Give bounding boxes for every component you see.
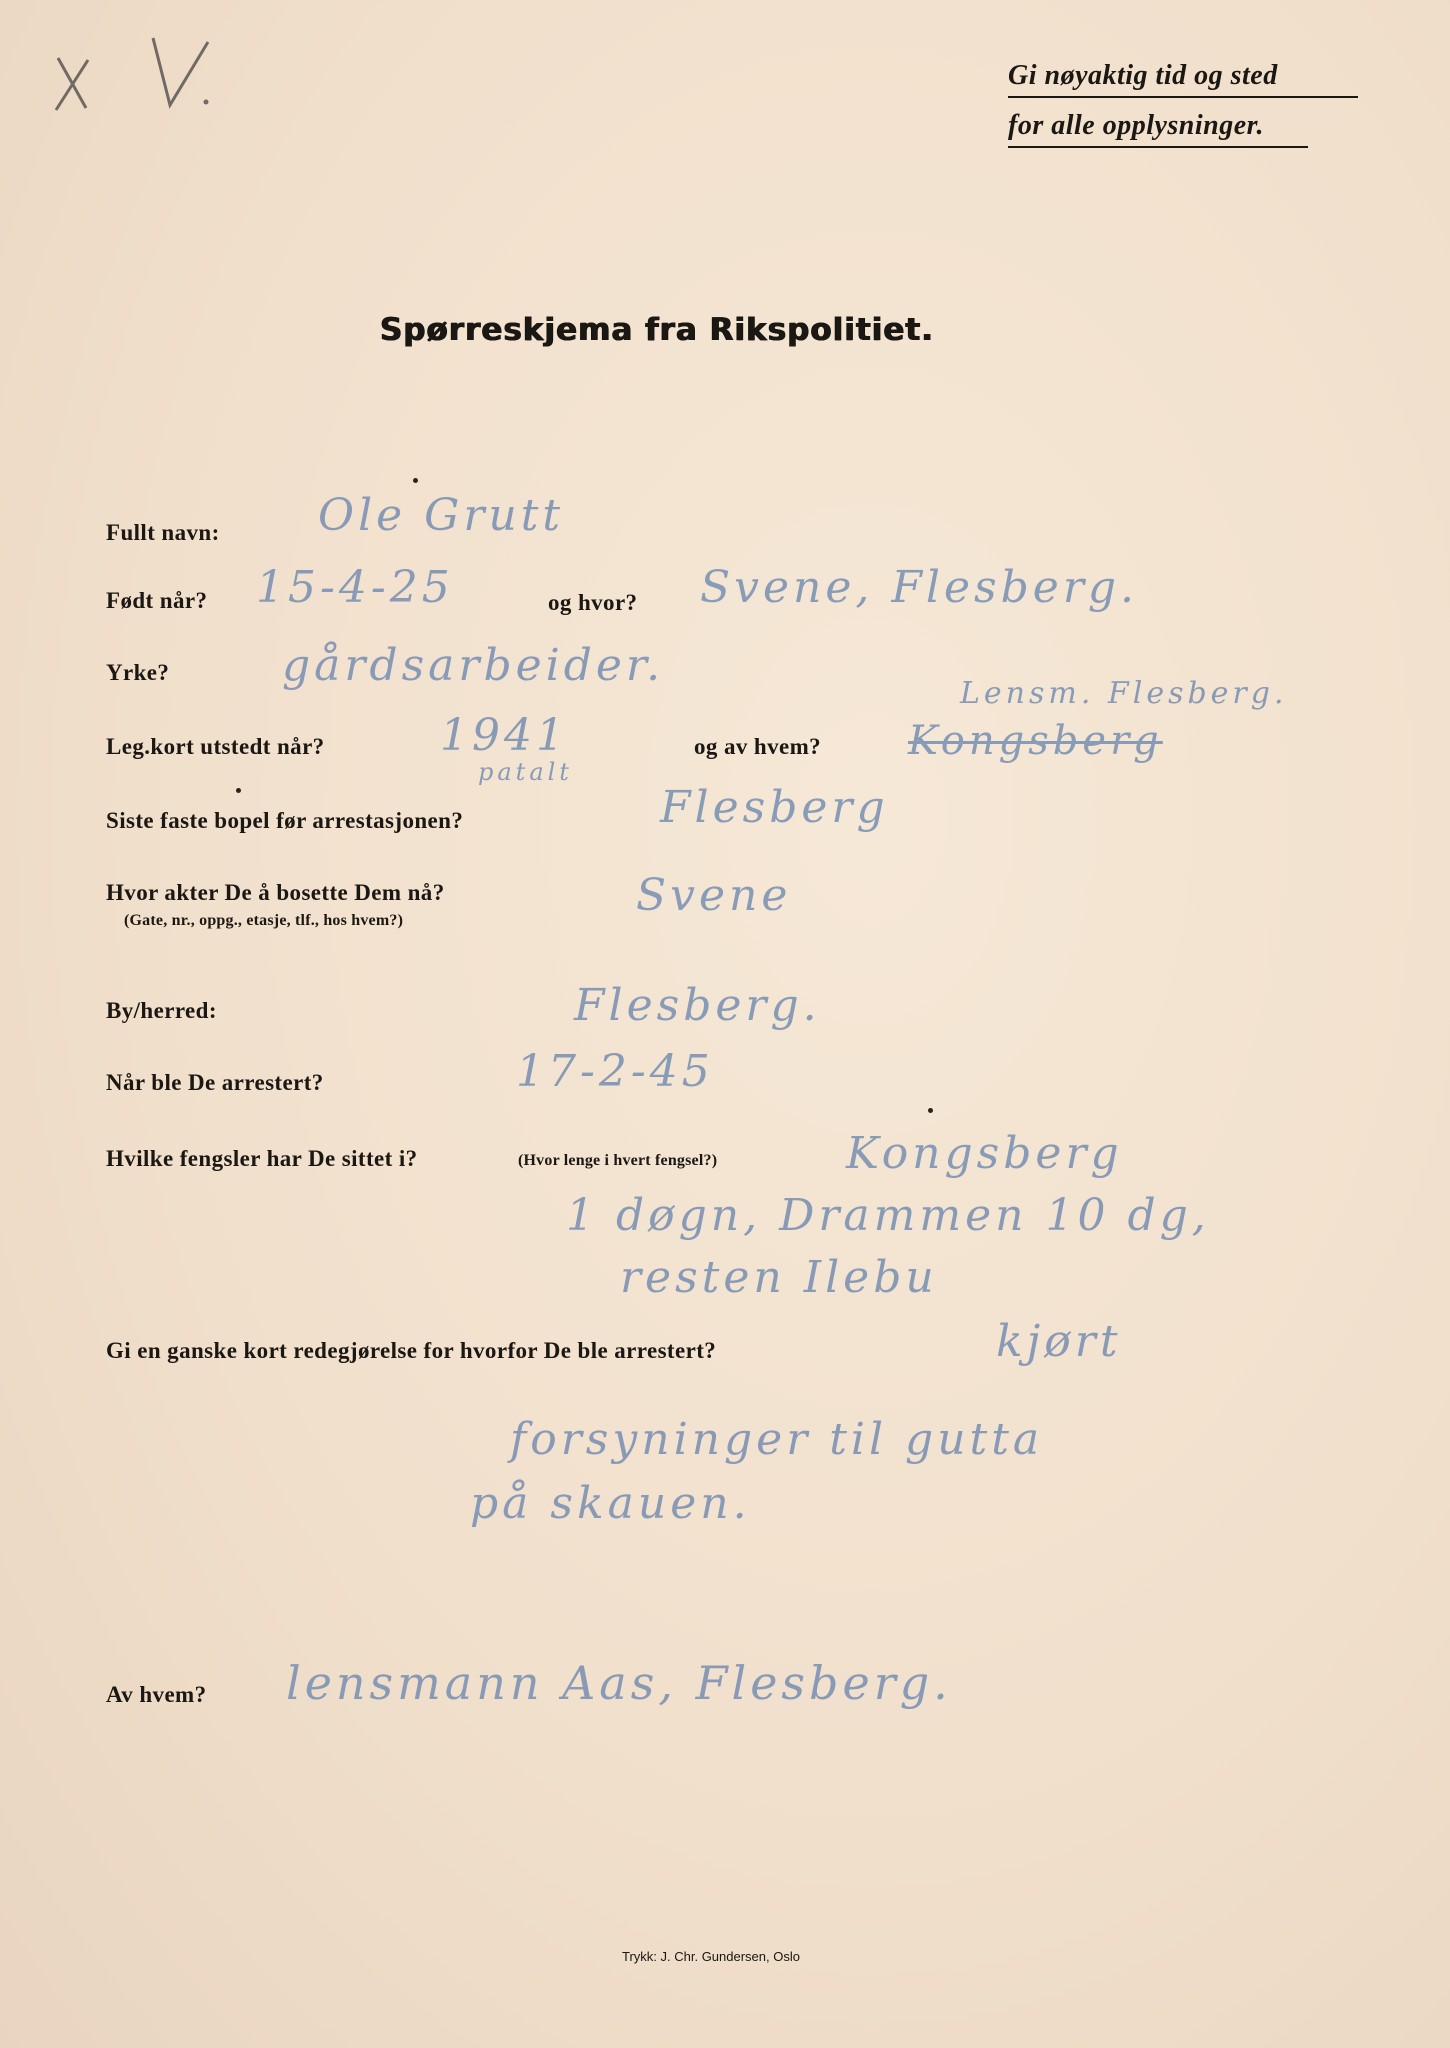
answer-occupation: gårdsarbeider. — [282, 640, 665, 691]
note-patalt: patalt — [478, 758, 573, 786]
answer-arrested-by: lensmann Aas, Flesberg. — [286, 1656, 952, 1710]
answer-last-residence: Flesberg — [660, 782, 889, 833]
print-dot — [413, 478, 418, 483]
answer-arrest-reason-line-1: kjørt — [996, 1316, 1122, 1367]
answer-id-card-by-struck: Kongsberg — [908, 718, 1163, 764]
answer-arrest-date: 17-2-45 — [516, 1046, 714, 1097]
label-id-card-by: og av hvem? — [694, 734, 822, 759]
label-prisons: Hvilke fengsler har De sittet i? — [106, 1146, 418, 1171]
answer-prisons-line-2: 1 døgn, Drammen 10 dg, — [566, 1190, 1210, 1241]
handwritten-check-mark-icon — [48, 30, 218, 120]
label-born-when: Født når? — [106, 588, 208, 613]
printer-credit: Trykk: J. Chr. Gundersen, Oslo — [622, 1949, 800, 1964]
answer-prisons-line-1: Kongsberg — [846, 1128, 1123, 1179]
label-town-district: By/herred: — [106, 998, 217, 1023]
print-dot — [236, 788, 241, 793]
answer-born-when: 15-4-25 — [256, 562, 454, 613]
label-arrested-by: Av hvem? — [106, 1682, 207, 1707]
answer-arrest-reason-line-3: på skauen. — [470, 1478, 751, 1529]
label-born-where: og hvor? — [548, 590, 638, 615]
label-arrest-reason: Gi en ganske kort redegjørelse for hvorfor De ble arrestert? — [106, 1338, 717, 1363]
answer-town-district: Flesberg. — [574, 980, 821, 1031]
label-settle-where: Hvor akter De å bosette Dem nå? — [106, 880, 445, 905]
answer-id-card-issued: 1941 — [440, 710, 568, 761]
print-dot — [928, 1108, 933, 1113]
label-occupation: Yrke? — [106, 660, 170, 685]
answer-settle-where: Svene — [636, 870, 792, 921]
answer-id-card-by: Lensm. Flesberg. — [960, 676, 1288, 711]
sublabel-settle-where: (Gate, nr., oppg., etasje, tlf., hos hvem?) — [124, 912, 404, 929]
instruction-notice — [1008, 58, 1358, 148]
answer-prisons-line-3: resten Ilebu — [620, 1252, 938, 1303]
label-arrest-date: Når ble De arrestert? — [106, 1070, 324, 1095]
label-last-residence: Siste faste bopel før arrestasjonen? — [106, 808, 464, 833]
answer-born-where: Svene, Flesberg. — [700, 562, 1138, 613]
notice-line-1: Gi nøyaktig tid og sted — [1008, 58, 1358, 98]
answer-arrest-reason-line-2: forsyninger til gutta — [510, 1414, 1044, 1465]
label-id-card-issued: Leg.kort utstedt når? — [106, 734, 325, 759]
sublabel-prisons: (Hvor lenge i hvert fengsel?) — [518, 1152, 718, 1169]
form-title: Spørreskjema fra Rikspolitiet. — [380, 312, 935, 348]
answer-full-name: Ole Grutt — [318, 490, 565, 541]
label-full-name: Fullt navn: — [106, 520, 220, 545]
notice-line-2: for alle opplysninger. — [1008, 108, 1308, 148]
